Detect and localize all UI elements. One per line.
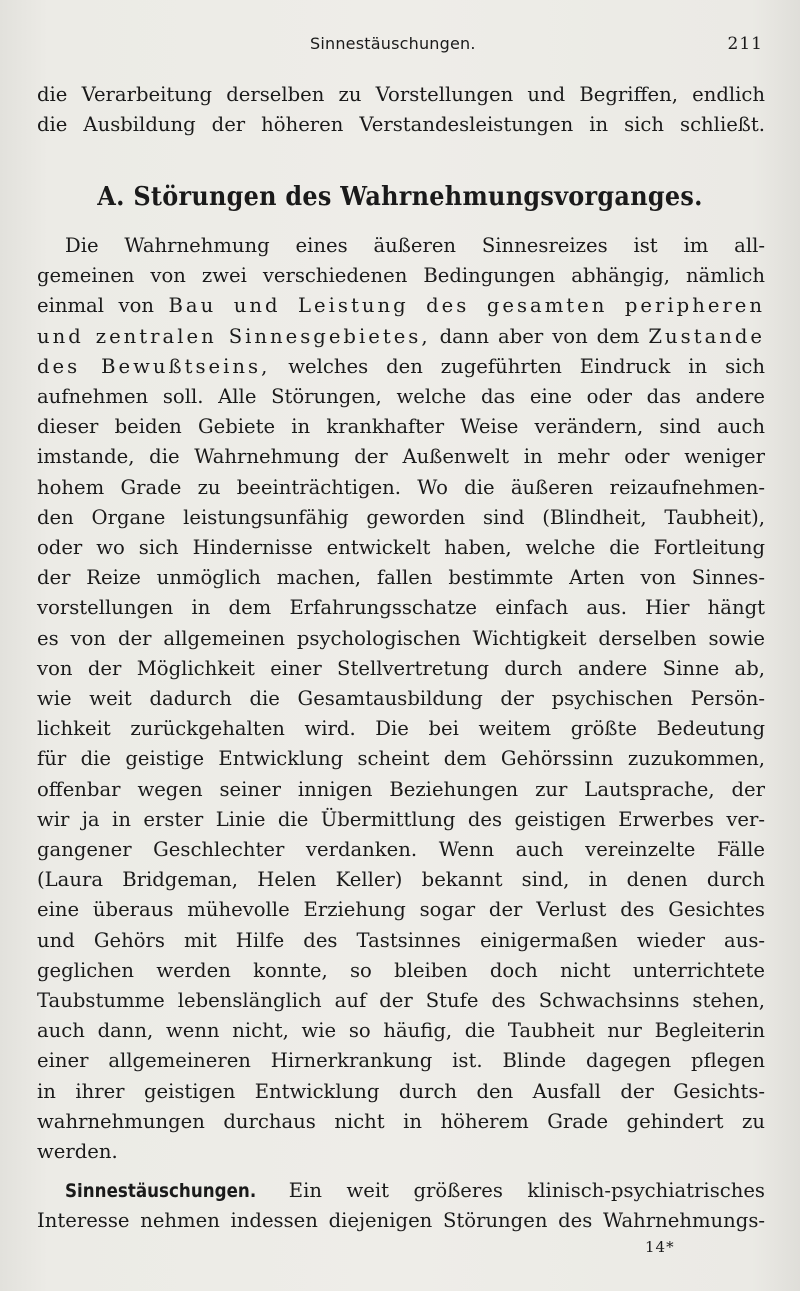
text-segment: Ein weit größeres klinisch-psychiatrisches <box>288 1179 765 1202</box>
text-line: wir ja in erster Linie die Übermittlung des geistigen Erwerbes ver- <box>37 807 765 831</box>
next-section-paragraph <box>37 1176 765 1236</box>
emphasized-text: Zustande <box>648 324 766 348</box>
text-line: geglichen werden konnte, so bleiben doch nicht unterrichtete <box>37 958 765 982</box>
text-line: den Organe leistungsunfähig geworden sind (Blindheit, Taubheit), <box>37 505 765 529</box>
text-line: von der Möglichkeit einer Stellvertretung durch andere Sinne ab, <box>37 656 765 680</box>
text-line: (Laura Bridgeman, Helen Keller) bekannt sind, in denen durch <box>37 868 765 892</box>
text-line <box>37 1176 765 1206</box>
text-line: vorstellungen in dem Erfahrungsschatze einfach aus. Hier hängt <box>37 596 765 620</box>
signature-mark: 14* <box>645 1238 675 1256</box>
body-paragraph <box>37 231 765 1167</box>
page-header <box>0 34 800 58</box>
text-line <box>37 352 765 382</box>
running-title: Sinnestäuschungen. <box>310 34 476 53</box>
text-line: die Verarbeitung derselben zu Vorstellungen und Begriffen, endlich <box>37 83 765 106</box>
text-line: Interesse nehmen indessen diejenigen Störungen des Wahrnehmungs- <box>37 1209 765 1233</box>
text-line: in ihrer geistigen Entwicklung durch den Ausfall der Gesichts- <box>37 1079 765 1103</box>
text-line: einer allgemeineren Hirnerkrankung ist. Blinde dagegen pflegen <box>37 1049 765 1073</box>
section-heading: A. Störungen des Wahrnehmungsvorganges. <box>97 182 703 212</box>
emphasized-text: und zentralen Sinnesgebietes, <box>37 324 431 348</box>
intro-paragraph <box>37 80 765 140</box>
emphasized-text: des Bewußtseins, <box>37 354 271 378</box>
text-line: oder wo sich Hindernisse entwickelt haben, welche die Fortleitung <box>37 536 765 560</box>
text-line: Die Wahrnehmung eines äußeren Sinnesreizes ist im all- <box>65 234 765 257</box>
emphasized-text: Bau und Leistung des gesamten peripheren <box>168 294 765 318</box>
text-line: imstande, die Wahrnehmung der Außenwelt in mehr oder weniger <box>37 445 765 469</box>
page-number: 211 <box>727 34 763 54</box>
text-segment: welches den zugeführten Eindruck in sich <box>288 354 766 378</box>
runin-heading: Sinnestäuschungen. <box>65 1180 257 1202</box>
text-line: auch dann, wenn nicht, wie so häufig, die Taubheit nur Begleiterin <box>37 1019 765 1043</box>
text-line <box>37 322 765 352</box>
text-segment: dann aber von dem <box>439 324 640 348</box>
text-line: offenbar wegen seiner innigen Beziehungen zur Lautsprache, der <box>37 777 765 801</box>
text-line: gangener Geschlechter verdanken. Wenn auch vereinzelte Fälle <box>37 838 765 862</box>
text-line: hohem Grade zu beeinträchtigen. Wo die äußeren reizaufnehmen- <box>37 475 765 499</box>
text-line: Taubstumme lebenslänglich auf der Stufe des Schwachsinns stehen, <box>37 989 765 1013</box>
text-line: aufnehmen soll. Alle Störungen, welche das eine oder das andere <box>37 385 765 409</box>
text-segment: einmal von <box>37 294 155 318</box>
text-line: die Ausbildung der höheren Verstandesleistungen in sich schließt. <box>37 113 765 137</box>
text-line: gemeinen von zwei verschiedenen Bedingungen abhängig, nämlich <box>37 264 765 288</box>
text-line: und Gehörs mit Hilfe des Tastsinnes einigermaßen wieder aus- <box>37 928 765 952</box>
text-line: der Reize unmöglich machen, fallen bestimmte Arten von Sinnes- <box>37 566 765 590</box>
text-line: werden. <box>37 1140 118 1164</box>
text-line: für die geistige Entwicklung scheint dem Gehörssinn zuzukommen, <box>37 747 765 771</box>
text-line: wahrnehmungen durchaus nicht in höherem Grade gehindert zu <box>37 1109 765 1133</box>
text-line: lichkeit zurückgehalten wird. Die bei weitem größte Bedeutung <box>37 717 765 741</box>
text-line: dieser beiden Gebiete in krankhafter Weise verändern, sind auch <box>37 415 765 439</box>
text-line: wie weit dadurch die Gesamtausbildung der psychischen Persön- <box>37 687 765 711</box>
text-line <box>37 291 765 321</box>
text-line: eine überaus mühevolle Erziehung sogar der Verlust des Gesichtes <box>37 898 765 922</box>
text-line: es von der allgemeinen psychologischen Wichtigkeit derselben sowie <box>37 626 765 650</box>
